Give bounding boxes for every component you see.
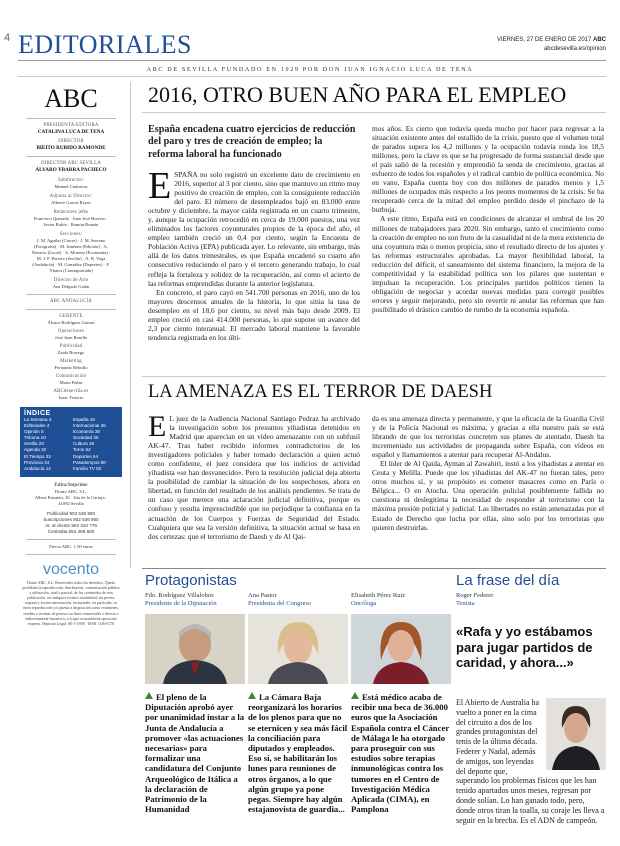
masthead-block: [18, 359, 124, 371]
frase-name: Roger Federer: [456, 592, 494, 599]
editorial1-col1: [148, 165, 360, 342]
divider: [26, 118, 116, 119]
man-portrait-icon: [145, 614, 245, 684]
index-item: Internacional 26: [73, 423, 106, 429]
contact-line: Publicidad 902 536 900: [46, 511, 96, 516]
frase-quote: «Rafa y yo estábamos para jugar partidos de caridad, y ahora...»: [456, 624, 593, 671]
masthead-label: GERENTE: [59, 314, 83, 319]
masthead-name: Marta Peñas: [59, 380, 83, 385]
masthead-block: [18, 344, 124, 356]
divider: [26, 539, 116, 540]
body-text: En concreto, el paro cayó en 541.700 personas en 2016, uno de los mayores descensos anuales de la historia, lo que sitúa la tasa de desempleo en el 18,6 por ciento, su nivel más bajo desde 2009. El empleo creció en casi 414.000 personas, lo que supone un avance del 2,3 por ciento interanual. El mercado laboral mantiene la favorable tendencia registrada en los últi-: [148, 287, 360, 342]
index-item: Cultura 46: [73, 441, 95, 447]
body-text: SPAÑA no solo registró un excelente dato de crecimiento en 2016, superior al 3 por ciento, sino que mantuvo un ritmo muy positivo de creación de empleo, con la consiguiente reducción del paro. El número de desempleados bajó en 83.000 entre octubre y diciembre, la mayor caída registrada en un cuarto trimestre, y, aunque la ocupación retrocedió en cerca de 19.000 puestos, una vez eliminados los factores coyunturales propios de la época del año, el empleo también creció un 0,4 por ciento, según la Encuesta de Población Activa (EPA) publicada ayer. Lo relevante, sin embargo, más allá de los datos trimestrales, es que España encadenó su cuarto año consecutivo reduciendo el paro y el tercero generando trabajo, lo cual refleja la fortaleza y solidez de la recuperación, así como el acierto de las reformas emprendidas durante la anterior legislatura.: [148, 170, 360, 288]
editor-label: Edita/Imprime: [54, 483, 88, 488]
federer-portrait-icon: [546, 698, 606, 770]
protagonist-role: Presidente de la Diputación: [145, 600, 217, 607]
frase-photo: [546, 698, 606, 770]
index-item: Toros 62: [73, 447, 91, 453]
index-item: Opinión 5: [24, 429, 44, 435]
masthead-block: [18, 374, 124, 386]
masthead-name: Manuel Contreras: [54, 184, 88, 189]
masthead-name: Ana Delgado Galán: [52, 284, 90, 289]
body-text: El líder de Al Qaida, Ayman al Zawahiri, instó a los yihadistas a atentar en Ceuta y Melilla. Puede que los yihadistas del AK-47 no fueran tales, pero otros muchos sí, y su propósito es cometer masacres como en París o Bélgica... O en Atocha. Una operación policial posiblemente fallida no cuestiona ni deslegitima la necesidad de responder al terrorismo con la máxima presión policial y judicial. Las libertades no están amenazadas por el Estado de Derecho que lucha por ellas, sino solo por los terroristas que quieren destruirlas.: [372, 459, 604, 532]
index-item: Provincia 34: [24, 459, 50, 465]
divider: [26, 156, 116, 157]
woman-portrait-icon: [248, 614, 348, 684]
masthead-name: Isaac Tenorio: [58, 395, 84, 400]
index-item: Agenda 32: [24, 447, 47, 453]
protagonist-text-body: Está médico acaba de recibir una beca de 36.000 euros que la Asociación Española contra el Cáncer de Málaga le ha otorgado para proseguir con sus estudios sobre terapias inmunológicas contra los tumores en el Centro de Investigación Médica Aplicada (CIMA), en Pamplona: [351, 692, 450, 815]
index-list: [24, 417, 118, 472]
index-item: Sevilla 20: [24, 441, 44, 447]
header-date: VIERNES, 27 DE ENERO DE 2017: [496, 37, 592, 43]
divider: [26, 554, 116, 555]
editorial1-dek: España encadena cuatro ejercicios de reducción del paro y tres de creación de empleo; la reforma laboral ha funcionado: [148, 124, 356, 160]
index-item: Economía 30: [73, 429, 101, 435]
index-item: España 16: [73, 417, 95, 422]
masthead-label: Director de Arte: [53, 278, 89, 283]
protagonist-text-body: El pleno de la Diputación aprobó ayer por unanimidad instar a la Junta de Andalucía a promover «las actuaciones necesarias» para formalizar una candidatura del Conjunto Arqueológico de Itálica a la declaración de Patrimonio de la Humanidad: [145, 692, 245, 815]
protagonist-name: Elisabeth Pérez Ruiz: [351, 592, 406, 599]
body-text: A este ritmo, España está en condiciones de alcanzar el umbral de los 20 millones de trabajadores para 2020. Sin embargo, tanto el crecimiento como la creación de empleo no son fruto de la casualidad ni de la mera existencia de una coyuntura más o menos propicia, sino el resultado directo de los ajustes y las reformas estructurales aprobadas. La mayor flexibilidad laboral, la reducción del déficit, el saneamiento del sistema financiero, la mejora de la competitividad y la estabilidad política son los pilares que sustentan e impulsan la recuperación. Los principales partidos políticos tienen la obligación de negociar y acordar nuevas medidas para corregir posibles errores y seguir mejorando, pero sin revertir ni anular las reformas que han posibilitado el drástico cambio de rumbo de la economía española.: [372, 214, 604, 314]
frase-role: Tenista: [456, 600, 475, 607]
index-item: La Semana 3: [24, 417, 52, 422]
index-item: Familia TV 82: [73, 465, 102, 471]
masthead-label: ABC ANDALUCÍA: [50, 299, 92, 304]
page-number: 4: [4, 32, 11, 44]
protagonist-role: Presidenta del Congreso: [248, 600, 312, 607]
legal-notice: Diario ABC, S.L. Reservados todos los derechos. Queda prohibida la reproducción, distribución, comunicación pública y utilización, total o parcial, de los contenidos de esta publicación, en cualquier forma o modalidad, sin previa, expresa y escrita autorización, incluyendo, en particular, su mera reproducción y/o puesta a disposición como resúmenes, reseñas o revistas de prensa con fines comerciales o directa o indirectamente lucrativos, a lo que se manifiesta oposición expresa. Depósito Legal: SE-1-1958 · ISSN 1136-0178: [22, 581, 120, 626]
protagonist-text: [351, 692, 451, 814]
masthead-name: J. M. Aguilar (Cierre) · J. M. Serrano (Fotografía) · M. Jiménez (Edición) · A. Navarro (Local) · A. Moreno (Economía) · M. J. F. Pereira (Sevilla) · A. R. Vega (Andalucía) · M. González (Deportes) · F. Ybarra (Contraportada): [31, 238, 111, 273]
editorial2-col1: [148, 410, 360, 541]
body-text: L juez de la Audiencia Nacional Santiago Pedraz ha archivado la investigación sobre los presuntos yihadistas detenidos en Madrid que aparecían en un vídeo amenazante con un subfusil AK-47. Tras haber recibido informes contradictorios de los investigadores policiales y haber tomado declaración a quien actuó como confidente, el juez considera que los indicios de actividad yihadista «se han desvanecido». Pero la resolución judicial deja abierta la posibilidad de cambiar la situación de los sospechosos, ahora en libertad, en función del resultado de los análisis pendientes. Se trata de un caso que merece una aclaración judicial definitiva, porque es confuso y resulta imprescindible que no perjudique la confianza en la actuación de los Cuerpos y Fuerzas de Seguridad del Estado. Cualquiera que sea la versión definitiva, la situación actual se basa en dos certezas: que el terrorismo de Daesh y de Al Qai-: [148, 414, 360, 541]
index-item: Deportes 64: [73, 453, 99, 459]
protagonist-text: [145, 692, 245, 814]
index-item: Editoriales 4: [24, 423, 50, 429]
masthead-block: [18, 314, 124, 326]
masthead-block: [18, 232, 124, 274]
index-title: ÍNDICE: [24, 410, 51, 417]
masthead-label: Comunicación: [55, 374, 87, 379]
masthead-label: Adjunta al Director:: [49, 194, 93, 199]
masthead-block: [18, 389, 124, 401]
index-item: Andalucía 14: [24, 465, 51, 471]
protagonist-name: Ana Pastor: [248, 592, 277, 599]
protagonist-role: Oncóloga: [351, 600, 377, 607]
header-web: abcdesevilla.es/opinion: [543, 46, 606, 52]
masthead-name: José Juan Bonilla: [54, 335, 88, 340]
protagonistas-title: Protagonistas: [145, 572, 237, 589]
vocento-logo: vocento: [42, 561, 100, 578]
index-item: El Tiempo 33: [24, 453, 51, 459]
divider: [26, 309, 116, 310]
masthead-label: Subdirector:: [57, 178, 85, 183]
masthead-block: [18, 139, 124, 152]
tagline: ABC DE SEVILLA FUNDADO EN 1929 POR DON JUAN IGNACIO LUCA DE TENA: [146, 66, 474, 73]
section-rule: [142, 568, 606, 569]
masthead-name: Álvaro Rodríguez Guitart: [47, 320, 95, 325]
header-rule: [18, 60, 606, 61]
header-dateline: [497, 36, 606, 54]
frase-body-text: El Abierto de Australia ha vuelto a poner en la cima del circuito a dos de los grandes protagonistas del tenis de la última década. Federer y Nadal, además de amigos, son leyendas del deporte que, superando los problemas físicos que les han tenido apartados unos meses, regresan por donde solían. Lo han ganado todo, pero, donde otros tiran la toalla, su coraje les lleva a seguir en la brecha. Es el ADN de campeón.: [456, 698, 605, 825]
price: Precio ABC: 1,50 euros: [49, 544, 93, 549]
frase-body: [456, 698, 606, 825]
masthead-name: Zaida Borrego: [57, 350, 85, 355]
protagonist-text: [248, 692, 348, 814]
masthead-name: Alberto García Reyes: [51, 200, 91, 205]
masthead-block: [18, 210, 124, 228]
masthead-name: BIEITO RUBIDO RAMONDE: [36, 145, 106, 151]
masthead-block: [18, 123, 124, 136]
masthead-block: [18, 278, 124, 290]
editorial1-headline: 2016, OTRO BUEN AÑO PARA EL EMPLEO: [148, 82, 567, 107]
protagonist-photo: [248, 614, 348, 684]
index-item: Pasatiempos 80: [73, 459, 106, 465]
up-arrow-icon: [248, 692, 256, 699]
masthead-block: [18, 194, 124, 206]
header-brand: ABC: [593, 37, 606, 43]
protagonist-photo: [351, 614, 451, 684]
abc-logo: ABC: [44, 84, 98, 113]
divider: [26, 294, 116, 295]
frase-byline: [456, 592, 606, 608]
editorial2-headline: LA AMENAZA ES EL TERROR DE DAESH: [148, 382, 493, 402]
masthead-label: PRESIDENTA-EDITORA: [43, 123, 99, 128]
dropcap: E: [148, 410, 167, 443]
body-text: da es una amenaza directa y permanente, y que la eficacia de la Guardia Civil y de la Policía Nacional es máxima, y gracias a ella nuestro país se está librando de que los terroristas concreten sus planes de atentado. Daesh ha incrementado sus actividades de propaganda sobre España, con vídeos en español y llamamientos a atentar para recuperar Al-Andalus.: [372, 414, 604, 460]
tagline-rule: [18, 76, 606, 77]
contact-line: Centralita 954 488 600: [47, 529, 95, 534]
frase-title: La frase del día: [456, 572, 560, 589]
section-title: EDITORIALES: [18, 30, 193, 59]
masthead-label: Marketing: [60, 359, 82, 364]
headline-rule: [142, 112, 606, 113]
masthead-label: Operaciones: [57, 329, 85, 334]
column-divider: [130, 82, 131, 568]
body-text: mos años. Es cierto que todavía queda mucho por hacer para regresar a la situación existente antes del estallido de la crisis, puesto que el volumen total de parados supera los 4,2 millones y la ocupación todavía ronda los 18,5 millones, pero la clave es que se ha progresado de forma sustancial desde que el país salió de la recesión y emprendió la senda de crecimiento, gracias al esfuerzo de todos los españoles y el radical cambio de política económica. No en vano, España cuenta hoy con dos millones de parados menos y 1,5 millones de ocupados más respecto a los peores momentos de la crisis. Se ha recuperado cerca de la mitad del empleo perdido desde el pinchazo de la burbuja.: [372, 124, 604, 215]
masthead: [18, 82, 124, 838]
masthead-name: CATALINA LUCA DE TENA: [37, 129, 105, 135]
masthead-label: Publicidad: [59, 344, 83, 349]
contacts: [18, 511, 124, 535]
index-item: Sociedad 36: [73, 435, 99, 441]
masthead-name: Francisco Quesada · Juan José Borrero · Javier Rubio · Ramón Román: [33, 216, 109, 227]
index-box: [20, 407, 122, 477]
protagonist-name: Fdo. Rodríguez Villalobos: [145, 592, 214, 599]
contact-line: Suscripciones 902 536 900: [43, 517, 99, 522]
protagonist-card: [351, 592, 451, 814]
masthead-block: [18, 161, 124, 174]
protagonist-text-body: La Cámara Baja reorganizará los horarios de los plenos para que no se eternicen y sea más fácil la conciliación para diputados y empleados. Eso sí, se habilitarán los lunes para reuniones de otros órganos, a lo que algún grupo ya pone pegas. Siempre hay algún estajanovista de guardia...: [248, 692, 348, 815]
dropcap: E: [148, 165, 172, 207]
editorial1-col2: [372, 124, 604, 314]
masthead-label: DIRECTOR: [58, 139, 84, 144]
protagonist-card: [145, 592, 245, 814]
woman-portrait-icon: [351, 614, 451, 684]
protagonist-card: [248, 592, 348, 814]
editor-name: Diario ABC, S.L.: [54, 489, 88, 494]
up-arrow-icon: [145, 692, 153, 699]
protagonist-photo: [145, 614, 245, 684]
contact-line: At. al cliente 902 334 776: [45, 523, 97, 528]
masthead-name: Fernando Rebollo: [54, 365, 88, 370]
section-rule: [142, 376, 606, 377]
masthead-label: Redactores jefes: [53, 210, 89, 215]
masthead-block: [18, 329, 124, 341]
masthead-label: Secciones:: [59, 232, 83, 237]
masthead-label: DIRECTOR ABC SEVILLA: [41, 161, 101, 166]
editor-address: Albert Einstein, 10 · Isla de la Cartuja · 41092 Sevilla: [34, 495, 108, 506]
index-item: Tribuna 10: [24, 435, 46, 441]
up-arrow-icon: [351, 692, 359, 699]
masthead-label: ABCdesevilla.es: [53, 389, 89, 394]
masthead-block: [18, 178, 124, 190]
editorial2-col2: [372, 414, 604, 532]
masthead-name: ÁLVARO YBARRA PACHECO: [35, 167, 107, 173]
